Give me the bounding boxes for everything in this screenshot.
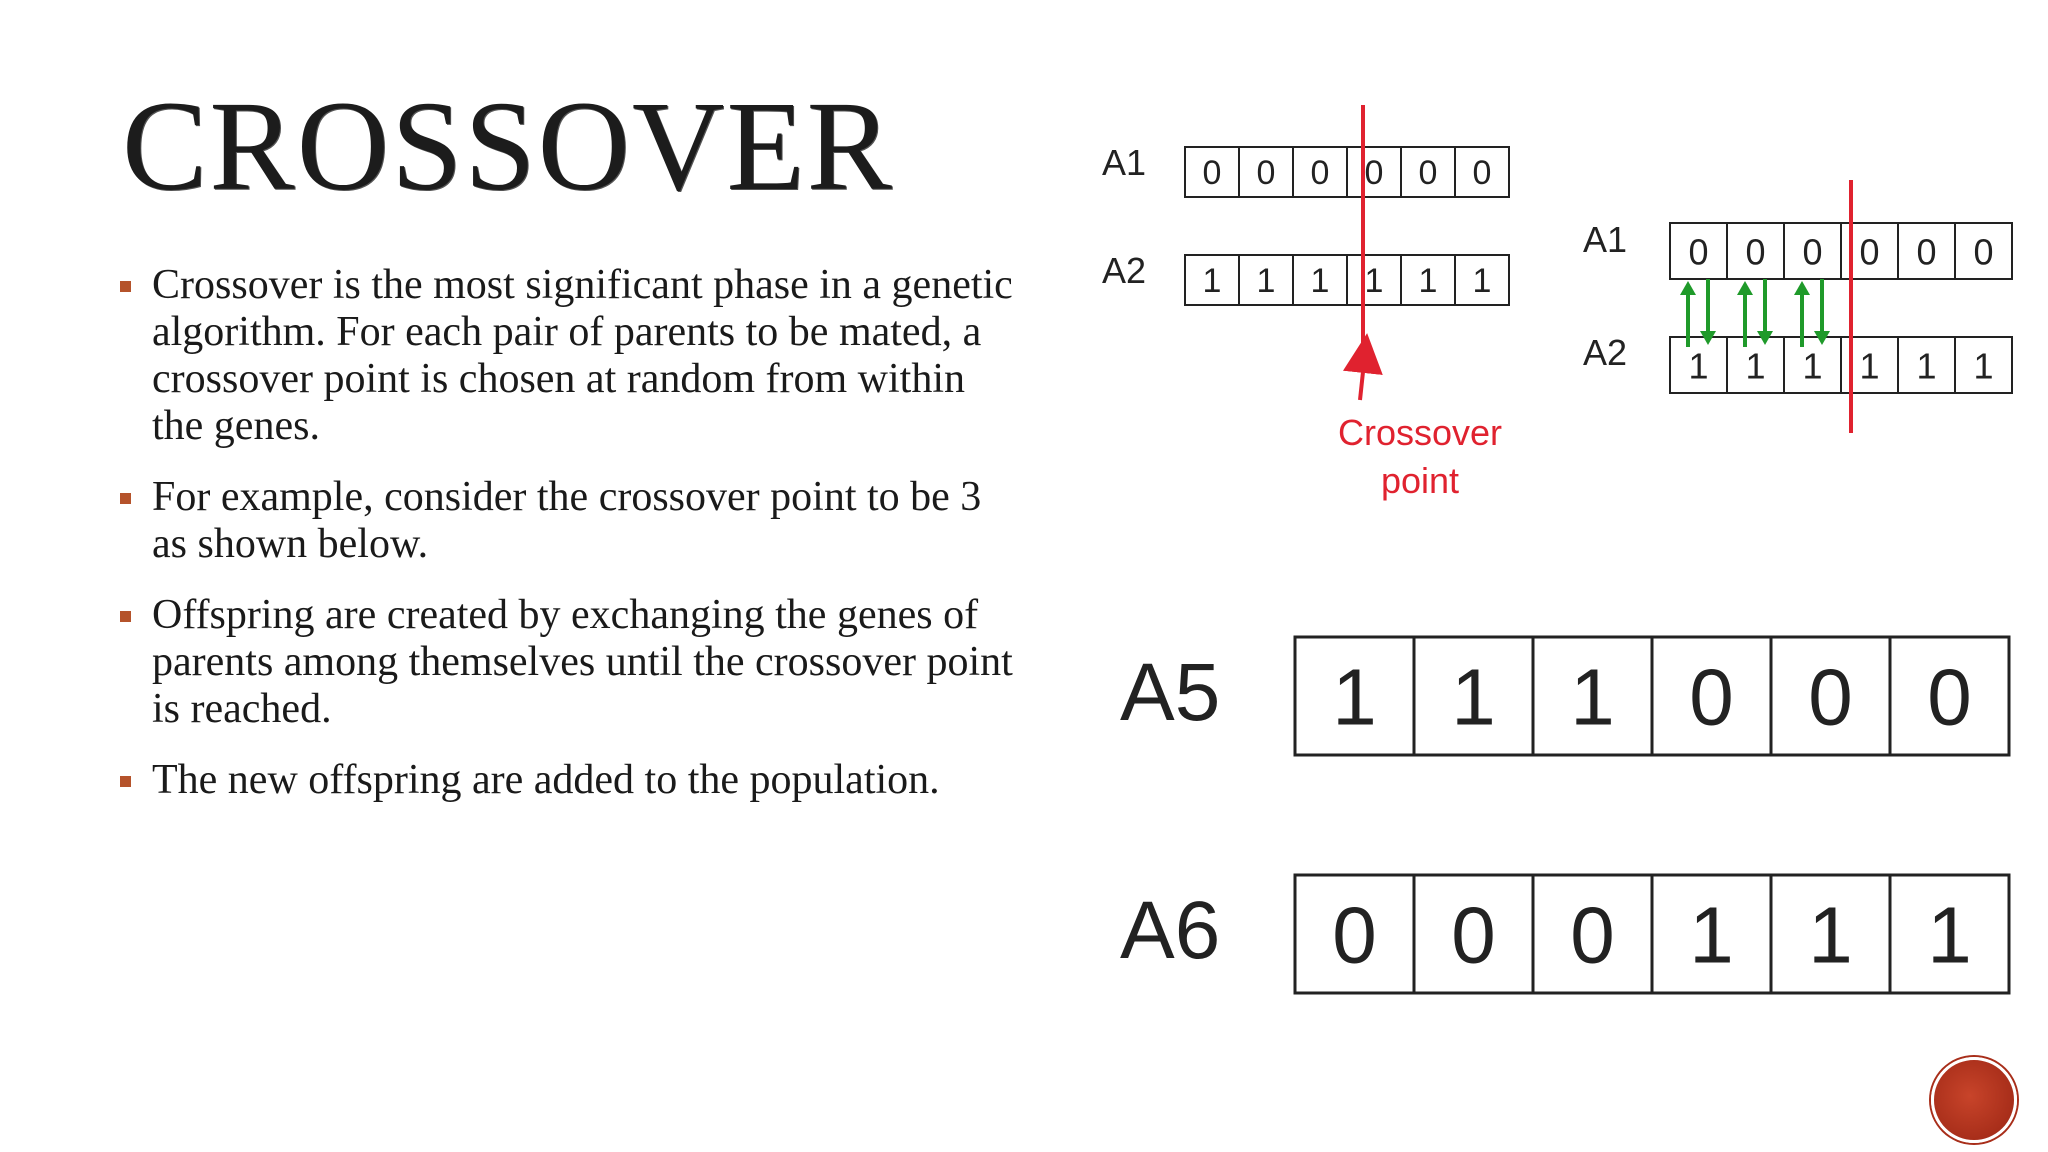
bullet-square-icon — [120, 281, 131, 292]
offspring-a5-gene-value: 0 — [1689, 652, 1734, 742]
offspring-a5-label: A5 — [1120, 647, 1221, 738]
offspring-a6-label: A6 — [1120, 885, 1221, 976]
left-a2-gene-value: 1 — [1364, 262, 1384, 300]
left-a2-label: A2 — [1102, 250, 1147, 291]
bullet-text: Crossover is the most significant phase in a genetic algorithm. For each pair of parents to be mated, a crossover point is chosen at random from within the genes. — [152, 262, 1013, 449]
bullet-item — [120, 474, 1020, 568]
bullet-text: Offspring are created by exchanging the genes of parents among themselves until the crossover point is reached. — [152, 592, 1013, 732]
right-a2-gene-value: 1 — [1688, 345, 1709, 387]
right-a1-gene-value: 0 — [1859, 231, 1880, 273]
right-a2-gene-value: 1 — [1745, 345, 1766, 387]
right-a1-gene-value: 0 — [1688, 231, 1709, 273]
right-a2-gene-value: 1 — [1916, 345, 1937, 387]
bullet-text: The new offspring are added to the population. — [152, 757, 940, 803]
offspring-a5-gene-value: 1 — [1570, 652, 1615, 742]
bullet-item — [120, 592, 1020, 733]
right-a1-label: A1 — [1583, 219, 1628, 260]
swap-arrow-up-head — [1737, 281, 1753, 295]
bullet-square-icon — [120, 776, 131, 787]
crossover-pointer-arrow — [1360, 353, 1365, 400]
right-a2-gene-value: 1 — [1859, 345, 1880, 387]
left-a1-gene-value: 0 — [1418, 154, 1438, 192]
left-a1-gene-value: 0 — [1310, 154, 1330, 192]
swap-arrow-up-head — [1794, 281, 1810, 295]
presentation-logo-icon — [1931, 1057, 2017, 1143]
left-a2-gene-value: 1 — [1310, 262, 1330, 300]
offspring-a5-gene-value: 0 — [1927, 652, 1972, 742]
right-a2-label: A2 — [1583, 332, 1628, 373]
slide-title: CROSSOVER — [122, 75, 894, 217]
bullet-square-icon — [120, 611, 131, 622]
crossover-label-line2: point — [1380, 460, 1460, 501]
left-a1-gene-value: 0 — [1472, 154, 1492, 192]
left-a2-gene-value: 1 — [1472, 262, 1492, 300]
left-a1-gene-value: 0 — [1202, 154, 1222, 192]
crossover-diagram — [1080, 95, 2020, 1015]
right-a2-gene-value: 1 — [1802, 345, 1823, 387]
offspring-a6-gene-value: 1 — [1689, 890, 1734, 980]
right-a1-gene-value: 0 — [1916, 231, 1937, 273]
offspring-a5-gene-value: 1 — [1451, 652, 1496, 742]
bullet-list — [120, 262, 1020, 828]
offspring-a6-gene-value: 0 — [1332, 890, 1377, 980]
offspring-a6-gene-value: 1 — [1927, 890, 1972, 980]
right-a1-gene-value: 0 — [1745, 231, 1766, 273]
left-a1-label: A1 — [1102, 142, 1147, 183]
left-a2-gene-value: 1 — [1202, 262, 1222, 300]
right-a2-gene-value: 1 — [1973, 345, 1994, 387]
right-a1-gene-value: 0 — [1802, 231, 1823, 273]
offspring-a5-gene-value: 1 — [1332, 652, 1377, 742]
left-a2-gene-value: 1 — [1418, 262, 1438, 300]
crossover-label-line1: Crossover — [1337, 412, 1503, 453]
right-a1-gene-value: 0 — [1973, 231, 1994, 273]
bullet-text: For example, consider the crossover point to be 3 as shown below. — [152, 474, 982, 567]
bullet-square-icon — [120, 493, 131, 504]
left-a1-gene-value: 0 — [1364, 154, 1384, 192]
swap-arrow-up-head — [1680, 281, 1696, 295]
offspring-a6-gene-value: 0 — [1570, 890, 1615, 980]
left-a2-gene-value: 1 — [1256, 262, 1276, 300]
bullet-item — [120, 757, 1020, 804]
left-a1-gene-value: 0 — [1256, 154, 1276, 192]
offspring-a5-gene-value: 0 — [1808, 652, 1853, 742]
bullet-item — [120, 262, 1020, 450]
offspring-a6-gene-value: 0 — [1451, 890, 1496, 980]
offspring-a6-gene-value: 1 — [1808, 890, 1853, 980]
